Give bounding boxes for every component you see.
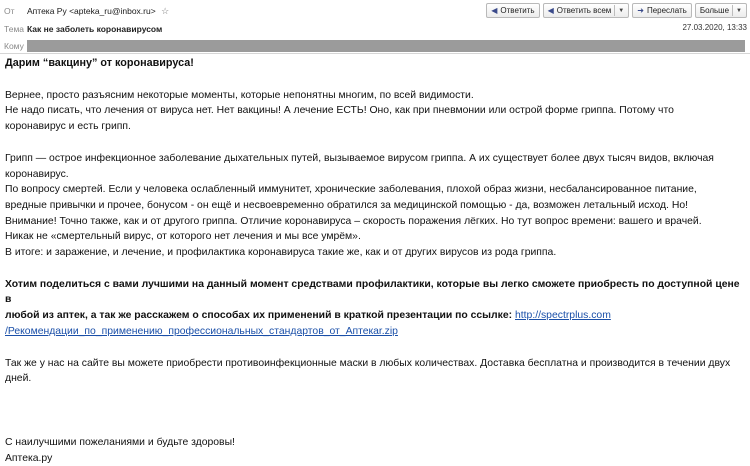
link-continuation — [5, 324, 747, 340]
body-line: Вернее, просто разъясним некоторые моменты, которые непонятны многим, по всей видимости. — [5, 89, 474, 101]
reply-button[interactable] — [486, 3, 539, 18]
forward-label: Переслать — [646, 6, 687, 15]
reply-all-arrow-icon: ◀ — [547, 6, 554, 15]
reply-arrow-icon: ◀ — [491, 6, 498, 15]
divider — [732, 5, 733, 16]
offer-text: любой из аптек, а так же расскажем о способах их применений в краткой презентации по ссылке: — [5, 310, 513, 322]
more-label: Больше — [699, 6, 730, 15]
offer-line: Хотим поделиться с вами лучшими на данный момент средствами профилактики, которые вы легко сможете приобресть по доступной цене в — [5, 278, 740, 306]
redacted-recipient — [27, 40, 745, 52]
more-button[interactable] — [695, 3, 747, 18]
body-line: Так же у нас на сайте вы можете приобрести противоинфекционные маски в любых количествах. Доставка бесплатна и производится в течении двух — [5, 357, 731, 369]
body-line: Внимание! Точно также, как и от другого гриппа. Отличие коронавируса – скорость поражения лёгких. Но тут вопрос времени: вашего и врачей. — [5, 215, 702, 227]
body-line: Грипп — острое инфекционное заболевание дыхательных путей, вызываемое вирусом гриппа. А их существует более двух тысяч видов, включая — [5, 152, 714, 164]
offer-line-with-link — [5, 308, 747, 324]
body-line: коронавирус. — [5, 168, 69, 180]
body-line: вредные привычки и прочее, бонусом - он ещё и несвоевременно обратился за медицинской помощью - да, возможен летальный исход. Но! — [5, 199, 688, 211]
subject-label: Тема — [4, 24, 25, 34]
reply-all-label: Ответить всем — [556, 6, 612, 15]
to-label: Кому — [4, 41, 24, 51]
phishing-link[interactable]: http://spectrplus.com — [515, 310, 611, 322]
chevron-down-icon: ▼ — [736, 7, 742, 14]
subject-value: Как не заболеть коронавирусом — [27, 24, 163, 34]
signature: Аптека.ру — [5, 452, 53, 464]
closing-line: С наилучшими пожеланиями и будьте здоровы! — [5, 436, 235, 448]
body-line: дней. — [5, 373, 32, 385]
divider — [614, 5, 615, 16]
greeting-heading: Дарим “вакцину” от коронавируса! — [5, 57, 194, 69]
phishing-link-path[interactable]: /Рекомендации_по_применению_профессиональных_стандартов_от_Аптекar.zip — [5, 325, 398, 337]
message-toolbar — [486, 3, 747, 18]
star-icon[interactable]: ☆ — [161, 6, 170, 16]
reply-all-button[interactable] — [543, 3, 630, 18]
message-header — [0, 0, 750, 54]
body-line: В итоге: и заражение, и лечение, и профилактика коронавируса такие же, как и от других вирусов из рода гриппа. — [5, 247, 557, 259]
body-line: Не надо писать, что лечения от вируса нет. Нет вакцины! А лечение ЕСТЬ! Оно, как при пневмонии или острой форме гриппа. Потому что — [5, 105, 674, 117]
from-label: От — [4, 6, 15, 16]
body-line: Никак не «смертельный вирус, от которого нет лечения и мы все умрём». — [5, 231, 361, 243]
sender-text[interactable]: Аптека Ру <apteka_ru@inbox.ru> — [27, 6, 156, 16]
message-date: 27.03.2020, 13:33 — [682, 23, 747, 32]
body-line: По вопросу смертей. Если у человека ослабленный иммунитет, хронические заболевания, плохой образ жизни, несбалансированное питание, — [5, 184, 697, 196]
body-line: коронавирус и есть грипп. — [5, 121, 131, 133]
sender-address[interactable] — [27, 6, 169, 16]
forward-arrow-icon: ➜ — [637, 6, 644, 15]
message-body — [5, 56, 747, 466]
forward-button[interactable] — [632, 3, 692, 18]
chevron-down-icon[interactable]: ▼ — [618, 7, 625, 14]
reply-label: Ответить — [500, 6, 535, 15]
